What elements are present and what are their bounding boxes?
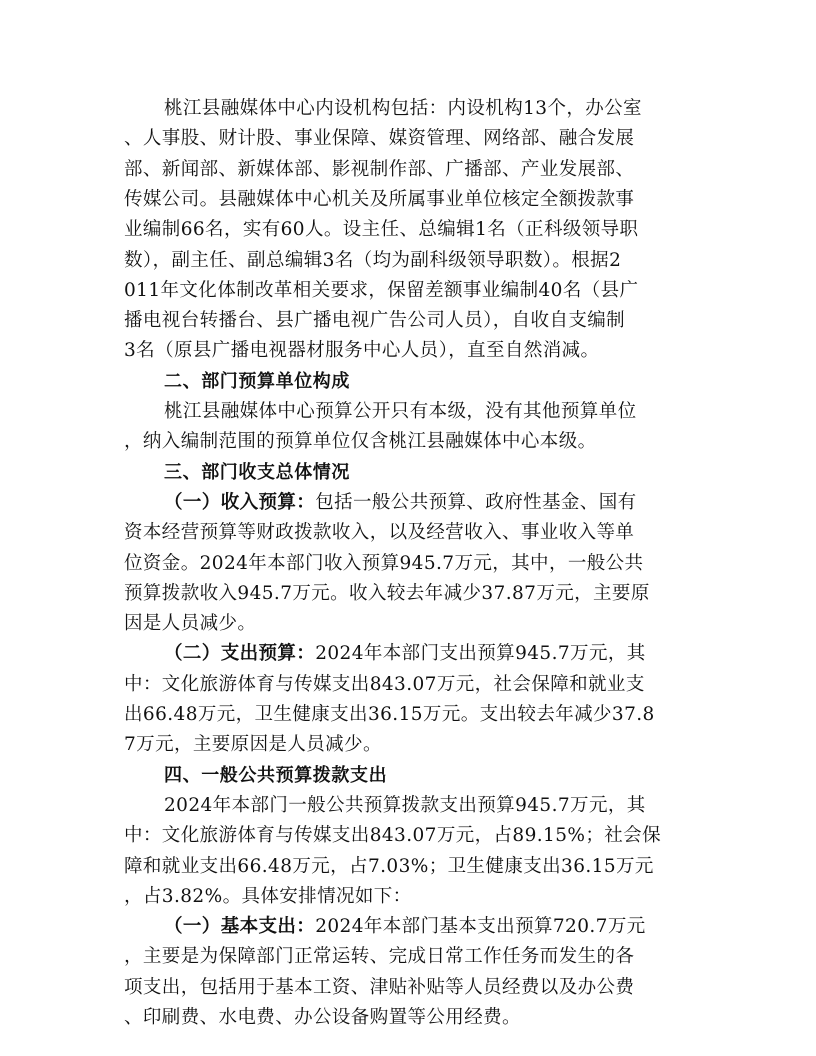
paragraph-line: 预算拨款收入945.7万元。收入较去年减少37.87万元，主要原 xyxy=(124,583,650,604)
subheading-label: （一）收入预算： xyxy=(164,492,316,513)
paragraph-line: 3名（原县广播电视器材服务中心人员），直至自然消减。 xyxy=(124,340,600,361)
paragraph-line: ，纳入编制范围的预算单位仅含桃江县融媒体中心本级。 xyxy=(124,431,597,452)
paragraph-line: 播电视台转播台、县广播电视广告公司人员），自收自支编制 xyxy=(124,310,626,331)
subheading-label: （一）基本支出： xyxy=(164,916,316,937)
paragraph-line: 出66.48万元，卫生健康支出36.15万元。支出较去年减少37.8 xyxy=(124,704,655,725)
paragraph-line: 、人事股、财计股、事业保障、媒资管理、网络部、融合发展 xyxy=(124,128,635,149)
section-heading: 二、部门预算单位构成 xyxy=(164,371,350,392)
paragraph-text: 2024年本部门基本支出预算720.7万元 xyxy=(315,916,646,937)
paragraph-line: 桃江县融媒体中心预算公开只有本级，没有其他预算单位 xyxy=(164,401,637,422)
paragraph-line: 业编制66名，实有60人。设主任、总编辑1名（正科级领导职 xyxy=(124,219,639,240)
subheading-label: （二）支出预算： xyxy=(164,643,316,664)
paragraph-line: 部、新闻部、新媒体部、影视制作部、广播部、产业发展部、 xyxy=(124,159,635,180)
paragraph-line: 011年文化体制改革相关要求，保留差额事业编制40名（县广 xyxy=(124,280,639,301)
section-heading: 三、部门收支总体情况 xyxy=(164,462,350,483)
paragraph-line: ，主要是为保障部门正常运转、完成日常工作任务而发生的各 xyxy=(124,946,635,967)
paragraph-line: 因是人员减少。 xyxy=(124,613,257,634)
paragraph-line: 障和就业支出66.48万元，占7.03%；卫生健康支出36.15万元 xyxy=(124,856,654,877)
paragraph-line: 7万元，主要原因是人员减少。 xyxy=(124,734,382,755)
paragraph-line: 、印刷费、水电费、办公设备购置等公用经费。 xyxy=(124,1007,521,1028)
paragraph-line xyxy=(164,642,646,666)
paragraph-line: 资本经营预算等财政拨款收入，以及经营收入、事业收入等单 xyxy=(124,522,635,543)
section-heading: 四、一般公共预算拨款支出 xyxy=(164,765,388,786)
paragraph-line: 传媒公司。县融媒体中心机关及所属事业单位核定全额拨款事 xyxy=(124,189,635,210)
paragraph-text: 2024年本部门支出预算945.7万元，其 xyxy=(315,643,646,664)
paragraph-text: 包括一般公共预算、政府性基金、国有 xyxy=(315,492,637,513)
paragraph-line: 位资金。2024年本部门收入预算945.7万元，其中，一般公共 xyxy=(124,553,644,574)
paragraph-line: 2024年本部门一般公共预算拨款支出预算945.7万元，其 xyxy=(164,795,646,816)
paragraph-line: 桃江县融媒体中心内设机构包括：内设机构13个，办公室 xyxy=(164,98,642,119)
paragraph-line xyxy=(164,915,646,939)
paragraph-line: 项支出，包括用于基本工资、津贴补贴等人员经费以及办公费 xyxy=(124,977,635,998)
paragraph-line: 中：文化旅游体育与传媒支出843.07万元，社会保障和就业支 xyxy=(124,674,645,695)
paragraph-line: ，占3.82%。具体安排情况如下： xyxy=(124,886,412,907)
paragraph-line: 数），副主任、副总编辑3名（均为副科级领导职数）。根据2 xyxy=(124,250,622,271)
paragraph-line: 中：文化旅游体育与传媒支出843.07万元，占89.15%；社会保 xyxy=(124,825,661,846)
paragraph-line xyxy=(164,491,637,515)
